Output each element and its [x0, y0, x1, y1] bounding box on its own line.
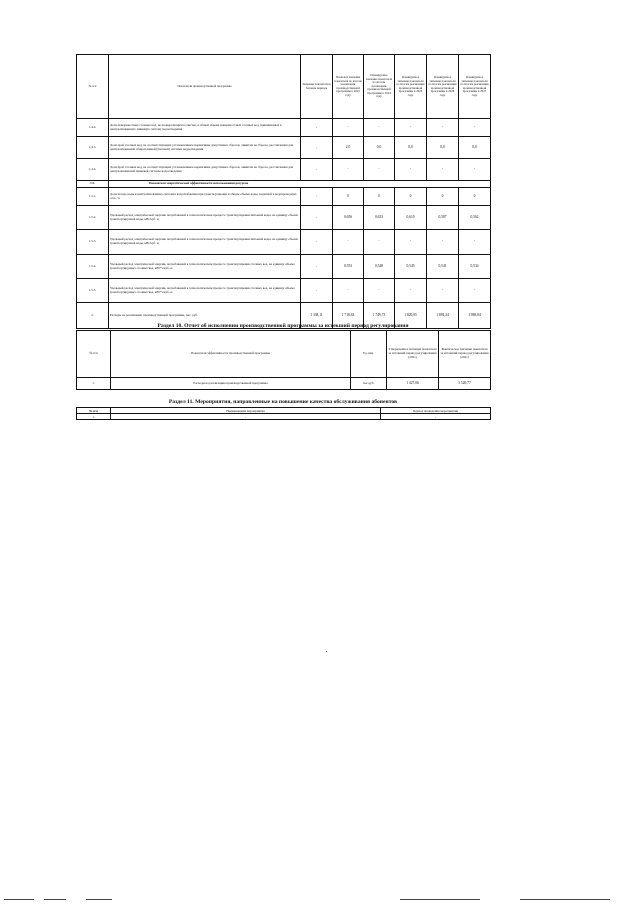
- section-10-title: Раздел 10. Отчет об исполнении производственной программы за истекший период регулирования: [157, 323, 409, 329]
- header-2024: Планируемое значение показателя по итогам реализации производственной программы в 2024 году: [364, 55, 395, 119]
- header-num: № п/п: [77, 331, 111, 378]
- value-2027: 0,562: [459, 206, 491, 230]
- value-2023: -: [333, 119, 364, 137]
- value-2024: -: [364, 119, 395, 137]
- row-base: 1 338,11: [301, 303, 333, 329]
- value-2025: 0,610: [395, 206, 427, 230]
- header-indicator: Показатели производственной программы: [109, 55, 301, 119]
- row-name: Удельный расход электрической энергии, потребляемой в технологическом процессе транспортировки сточных вод, на единицу объема транспортируемых сточных вод, кВт*ч/куб. м: [109, 255, 301, 279]
- value-2025: 0: [395, 188, 427, 206]
- value-2023: -: [333, 159, 364, 181]
- row-base: -: [301, 255, 333, 279]
- row-base: -: [301, 230, 333, 255]
- value-2024: -: [364, 279, 395, 303]
- value-2025: 0,0: [395, 137, 427, 159]
- value-2023: 0: [333, 188, 364, 206]
- row-num: 1.5.5.: [77, 279, 109, 303]
- row-num: 1.4.4.: [77, 159, 109, 181]
- value-2026: 0,0: [427, 137, 459, 159]
- value-2026: -: [427, 119, 459, 137]
- header-actual: Фактическое значение показателя за истекший период регулирования (2021): [439, 331, 491, 378]
- row-base: -: [301, 279, 333, 303]
- table-row: [77, 137, 491, 159]
- table-header-row: [77, 55, 491, 119]
- footer-rule-right: [400, 899, 480, 900]
- row-name: Удельный расход электрической энергии, потребляемой в технологическом процессе транспортировки питьевой воды, на единицу объема транспортируемой воды, кВт/куб. м: [109, 230, 301, 255]
- row-name: Удельный расход электрической энергии, потребляемой в технологическом процессе транспортировки питьевой воды, на единицу объема транспортируемой воды, кВт/куб. м: [109, 206, 301, 230]
- header-approved: Утвержденное значение показателя за истекший период регулирования (2021): [387, 331, 439, 378]
- customer-service-measures-table: [76, 407, 491, 420]
- section-11-title: Раздел 11. Мероприятия, направленные на повышение качества обслуживания абонентов: [168, 399, 398, 405]
- value-2027: -: [459, 279, 491, 303]
- row-num: 1.: [77, 378, 111, 390]
- row-unit: тыс.руб.: [351, 378, 387, 390]
- value-2027: -: [459, 159, 491, 181]
- row-base: -: [301, 159, 333, 181]
- value-2026: 1 892,24: [427, 303, 459, 329]
- value-2024: 0: [364, 188, 395, 206]
- row-num: 1.5.4.: [77, 255, 109, 279]
- value-2027: 0,0: [459, 137, 491, 159]
- header-base: Значение показателя в базовом периоде: [301, 55, 333, 119]
- footer-rule-right-2: [520, 899, 610, 900]
- value-2024: 0,0: [364, 137, 395, 159]
- row-num: 1.5.3.: [77, 230, 109, 255]
- production-program-indicators-table: [76, 54, 491, 329]
- header-period: Период проведения мероприятия: [381, 408, 491, 414]
- value-2027: 0: [459, 188, 491, 206]
- value-2027: 1 969,84: [459, 303, 491, 329]
- value-2027: -: [459, 119, 491, 137]
- value-2027: 0,534: [459, 255, 491, 279]
- header-2023: Плановое значение показателя по итогам реализации производственной программы в 2023 году: [333, 55, 364, 119]
- table-row: [77, 255, 491, 279]
- table-row: [77, 414, 491, 420]
- header-num: № п/п: [77, 55, 109, 119]
- footer-rule-left: [4, 899, 34, 900]
- table-row: [77, 159, 491, 181]
- row-name: Расходы на реализацию производственной программы: [111, 378, 351, 390]
- row-num: 1.: [77, 414, 111, 420]
- row-period: -: [381, 414, 491, 420]
- header-indicator: Показатели эффективности производственной программы: [111, 331, 351, 378]
- table-row: [77, 119, 491, 137]
- row-num: 1.5.: [77, 181, 109, 188]
- row-name: Доля проб сточных вод, не соответствующих установленным нормативам допустимых сбросов, лимитам на сбросы, рассчитанная для централизованной общесплавной (бытовой) системы водоотведения: [109, 137, 301, 159]
- row-name: Доля поверхностных сточных вод, не подвергающихся очистке, в общем объеме поверхностных сточных вод, принимаемых в централизованную ливневую систему водоотведения: [109, 119, 301, 137]
- footer-rule-left-2: [44, 899, 66, 900]
- value-2026: 0,587: [427, 206, 459, 230]
- row-name: Расходы на реализацию производственной программы, тыс. руб.: [109, 303, 301, 329]
- value-2025: -: [395, 279, 427, 303]
- value-2026: -: [427, 230, 459, 255]
- value-2026: 0: [427, 188, 459, 206]
- scan-speck: [326, 651, 327, 652]
- value-2026: -: [427, 159, 459, 181]
- value-2024: -: [364, 230, 395, 255]
- row-name: -: [111, 414, 381, 420]
- section-row: [77, 181, 491, 188]
- value-2023: 1 718,63: [333, 303, 364, 329]
- table-row: [77, 378, 491, 390]
- table-row: [77, 206, 491, 230]
- row-num: 1.5.2.: [77, 206, 109, 230]
- header-2027: Планируемое значение показателя по итогам реализации производственной программы в 2027 году: [459, 55, 491, 119]
- value-2025: -: [395, 119, 427, 137]
- value-2024: -: [364, 159, 395, 181]
- value-2025: -: [395, 230, 427, 255]
- row-num: 1.4.2.: [77, 119, 109, 137]
- value-2025: -: [395, 159, 427, 181]
- row-base: -: [301, 206, 333, 230]
- header-2026: Планируемое значение показателя по итогам реализации производственной программы в 2026 году: [427, 55, 459, 119]
- row-num: 2.: [77, 303, 109, 329]
- value-2024: 1 749,73: [364, 303, 395, 329]
- row-base: -: [301, 137, 333, 159]
- report-execution-table: [76, 330, 491, 390]
- table-row: [77, 188, 491, 206]
- row-name: Доля проб сточных вод, не соответствующих установленным нормативам допустимых сбросов, лимитам на сбросы, рассчитанная для централизованной ливневой системы водоотведения: [109, 159, 301, 181]
- value-2023: -: [333, 230, 364, 255]
- value-2025: 1 820,05: [395, 303, 427, 329]
- value-2026: 0,541: [427, 255, 459, 279]
- header-unit: Ед. изм.: [351, 331, 387, 378]
- row-approved: 1 427,06: [387, 378, 439, 390]
- value-2025: 0,545: [395, 255, 427, 279]
- header-2025: Планируемое значение показателя по итогам реализации производственной программы в 2025 году: [395, 55, 427, 119]
- row-base: -: [301, 119, 333, 137]
- value-2023: 2,0: [333, 137, 364, 159]
- header-name: Наименование мероприятия: [111, 408, 381, 414]
- value-2026: -: [427, 279, 459, 303]
- row-base: -: [301, 188, 333, 206]
- table-header-row: [77, 331, 491, 378]
- row-name: Доля потерь воды в централизованных системах водоснабжения при транспортировке в общем объеме воды, поданной в водопроводную сеть, %: [109, 188, 301, 206]
- header-num: № п/п: [77, 408, 111, 414]
- table-row: [77, 279, 491, 303]
- value-2023: 0,553: [333, 255, 364, 279]
- row-num: 1.5.1.: [77, 188, 109, 206]
- footer-rule-left-3: [86, 899, 112, 900]
- value-2024: 0,548: [364, 255, 395, 279]
- table-row: [77, 230, 491, 255]
- section-name: Показатели энергетической эффективности использования ресурсов: [109, 181, 491, 188]
- value-2024: 0,633: [364, 206, 395, 230]
- value-2023: 0,656: [333, 206, 364, 230]
- row-actual: 3 520,77: [439, 378, 491, 390]
- row-num: 1.4.3.: [77, 137, 109, 159]
- value-2023: -: [333, 279, 364, 303]
- value-2027: -: [459, 230, 491, 255]
- row-name: Удельный расход электрической энергии, потребляемой в технологическом процессе транспортировки сточных вод, на единицу объема транспортируемых сточных вод, кВт*ч/куб. м: [109, 279, 301, 303]
